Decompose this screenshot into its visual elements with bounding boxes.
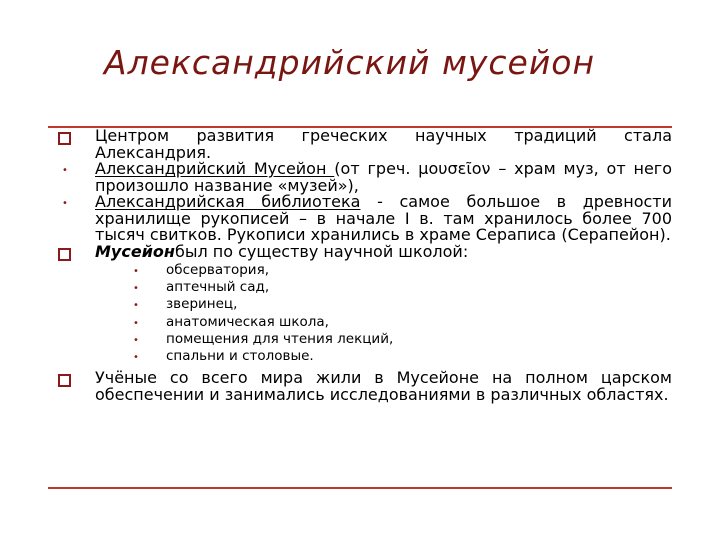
dot-bullet-icon: •	[62, 198, 68, 209]
bullet-item-4	[58, 241, 672, 366]
bullet-text-2: (от греч. μουσεῖον – храм муз, от него произошло название «музей»),	[95, 159, 673, 195]
square-bullet-icon	[58, 374, 71, 387]
museum-link[interactable]: Александрийский Мусейон	[95, 159, 335, 178]
footer-divider	[48, 487, 672, 489]
dot-bullet-icon: •	[133, 300, 139, 312]
list-item: • спальни и столовые.	[95, 348, 672, 365]
list-item: • обсерватория,	[95, 262, 672, 279]
bullet-item-1	[58, 128, 672, 161]
list-item: • помещения для чтения лекций,	[95, 331, 672, 348]
museum-term: Мусейон	[95, 241, 175, 261]
bullet-text-4: был по существу научной школой:	[174, 241, 469, 261]
list-item: • зверинец,	[95, 296, 672, 313]
slide-title: Александрийский мусейон	[104, 43, 596, 82]
dot-bullet-icon: •	[133, 334, 139, 346]
dot-bullet-icon: •	[133, 317, 139, 329]
bullet-text-5: Учёные со всего мира жили в Мусейоне на полном царском обеспечении и занимались исследованиями в различных областях.	[95, 368, 672, 404]
slide-content	[58, 128, 672, 403]
bullet-text-3: - самое большое в древности хранилище рукописей – в начале I в. там хранилось более 700 тысяч свитков. Рукописи хранились в храме Сераписа (Серапейон).	[95, 192, 672, 244]
dot-bullet-icon: •	[133, 266, 139, 277]
bullet-item-2	[58, 161, 672, 194]
square-bullet-icon	[58, 248, 71, 261]
bullet-item-5	[58, 370, 672, 403]
dot-bullet-icon: •	[133, 352, 139, 364]
bullet-item-3	[58, 194, 672, 244]
square-bullet-icon	[58, 132, 71, 145]
school-facilities-list	[95, 262, 672, 365]
dot-bullet-icon: •	[133, 283, 139, 295]
dot-bullet-icon: •	[62, 165, 68, 176]
bullet-text-1: Центром развития греческих научных традиций стала Александрия.	[95, 126, 672, 162]
list-item: • аптечный сад,	[95, 279, 672, 296]
list-item: • анатомическая школа,	[95, 314, 672, 331]
library-link[interactable]: Александрийская библиотека	[95, 192, 361, 211]
